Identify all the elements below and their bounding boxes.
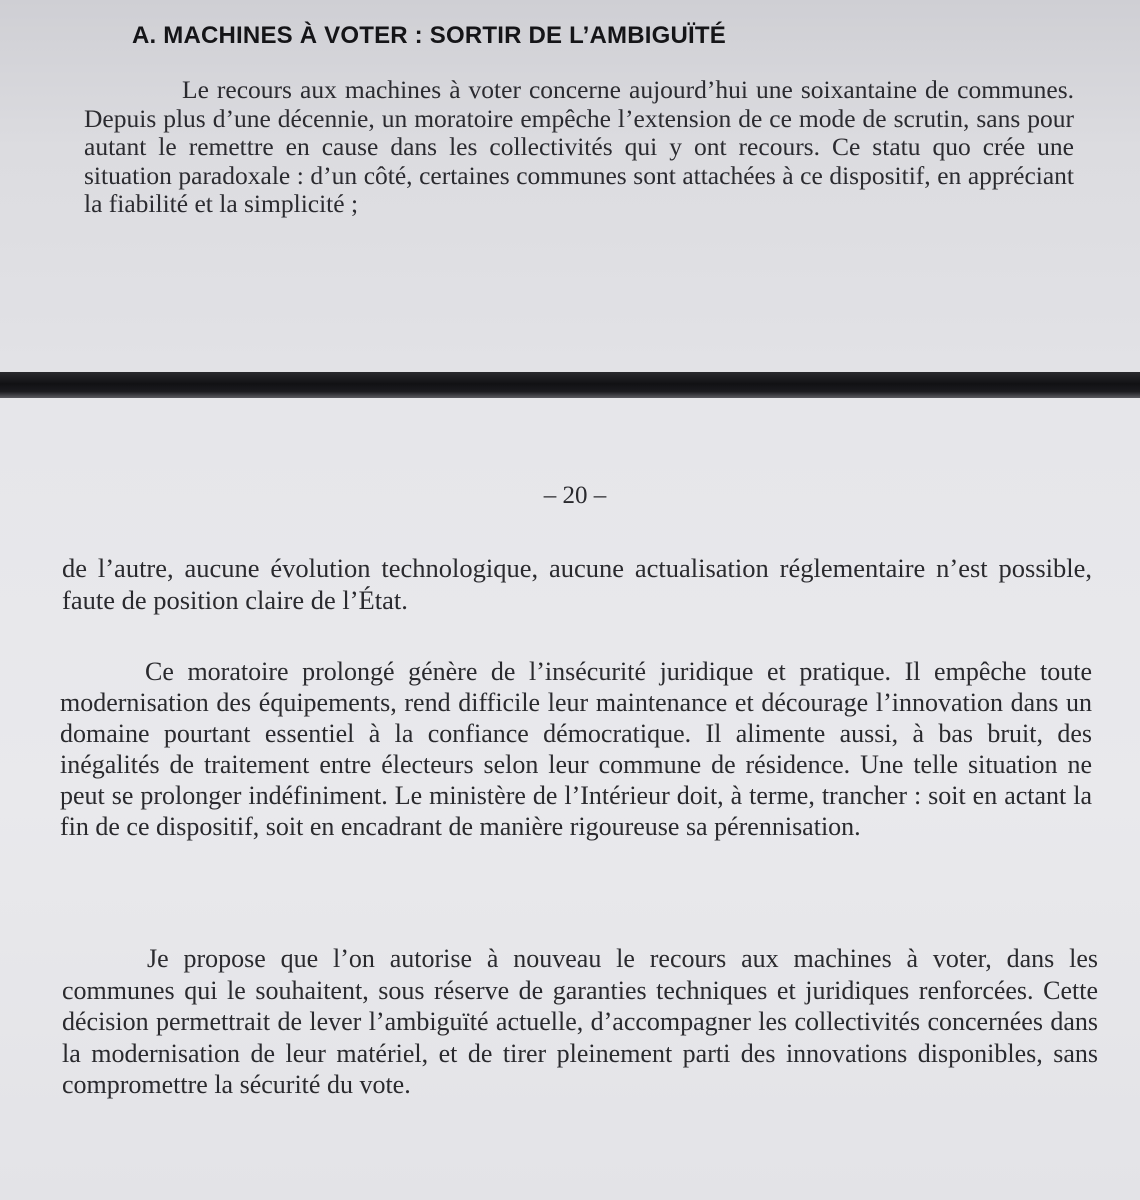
lower-document-page (0, 398, 1140, 1200)
intro-paragraph (84, 76, 1074, 219)
proposal-paragraph-text: Je propose que l’on autorise à nouveau le recours aux machines à voter, dans les communes qui le souhaitent, sous réserve de garanties techniques et juridiques renforcées. Cette décision permettrait de lever l’ambiguïté actuelle, d’accompagner les collectivités concernées dans la modernisation de leur matériel, et de tirer pleinement parti des innovations disponibles, sans compromettre la sécurité du vote. (62, 944, 1098, 1099)
moratorium-paragraph-text: Ce moratoire prolongé génère de l’insécurité juridique et pratique. Il empêche toute modernisation des équipements, rend difficile leur maintenance et décourage l’innovation dans un domaine pourtant essentiel à la confiance démocratique. Il alimente aussi, à bas bruit, des inégalités de traitement entre électeurs selon leur commune de résidence. Une telle situation ne peut se prolonger indéfiniment. Le ministère de l’Intérieur doit, à terme, trancher : soit en actant la fin de ce dispositif, soit en encadrant de manière rigoureuse sa pérennisation. (60, 657, 1092, 841)
proposal-paragraph (62, 943, 1098, 1101)
intro-paragraph-text: Le recours aux machines à voter concerne aujourd’hui une soixantaine de communes. Depuis plus d’une décennie, un moratoire empêche l’extension de ce mode de scrutin, sans pour autant le remettre en cause dans les collectivités qui y ont recours. Ce statu quo crée une situation paradoxale : d’un côté, certaines communes sont attachées à ce dispositif, en appréciant la fiabilité et la simplicité ; (84, 75, 1074, 218)
section-heading: A. MACHINES À VOTER : SORTIR DE L’AMBIGUÏTÉ (132, 22, 726, 49)
continuation-paragraph: de l’autre, aucune évolution technologique, aucune actualisation réglementaire n’est possible, faute de position claire de l’État. (62, 553, 1092, 615)
upper-document-page (0, 0, 1140, 372)
page-number: – 20 – (543, 482, 607, 509)
page-gap-divider (0, 372, 1140, 398)
moratorium-paragraph (60, 656, 1092, 842)
